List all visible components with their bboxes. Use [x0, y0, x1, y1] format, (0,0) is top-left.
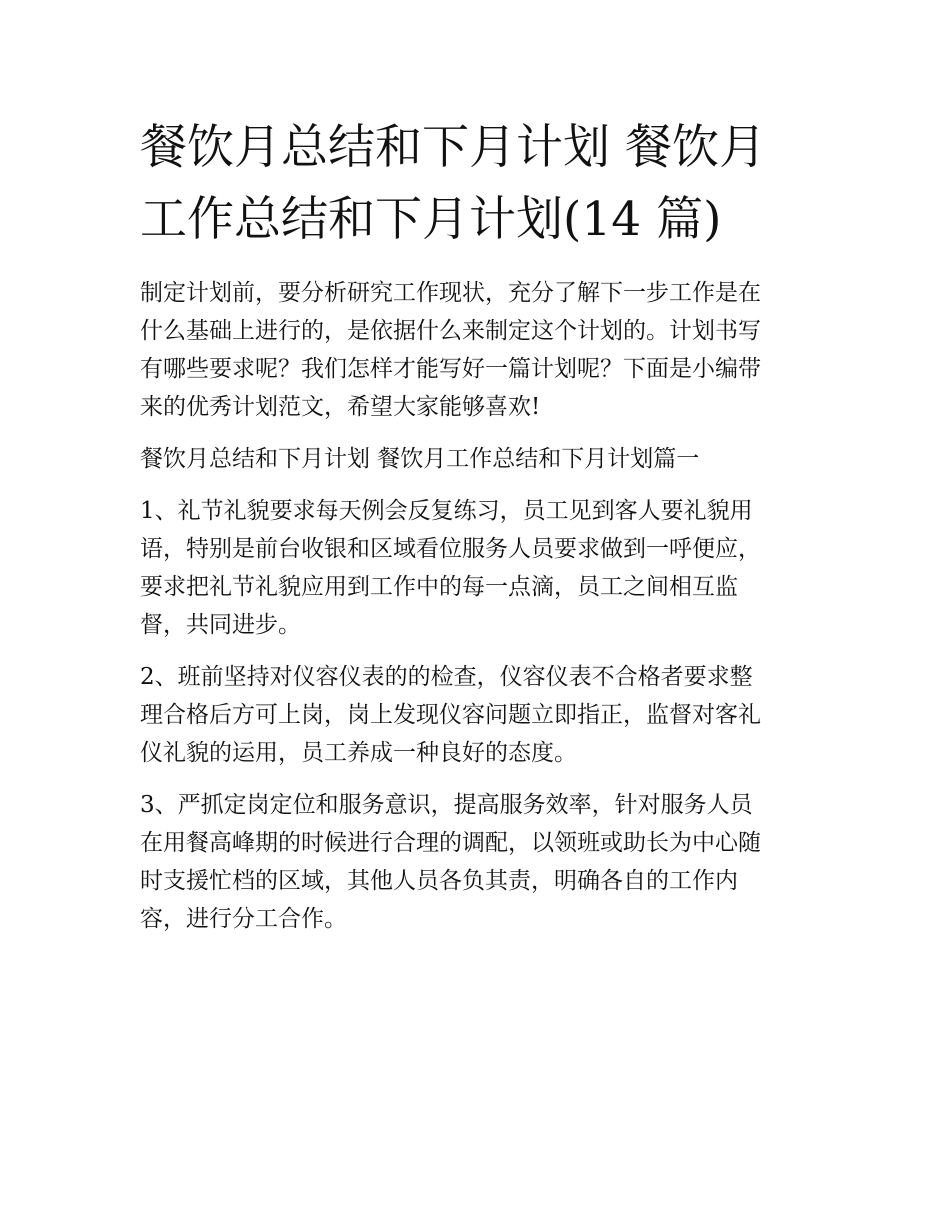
document-title-line-1: 餐饮月总结和下月计划 餐饮月 [140, 120, 766, 175]
list-item-line: 容，进行分工合作。 [140, 906, 347, 932]
list-item-line: 3、严抓定岗定位和服务意识，提高服务效率，针对服务人员 [140, 792, 753, 818]
intro-line: 有哪些要求呢？我们怎样才能写好一篇计划呢？下面是小编带 [140, 356, 761, 382]
list-item-line: 仪礼貌的运用，员工养成一种良好的态度。 [140, 740, 577, 766]
document-title-line-2: 工作总结和下月计划(14 篇) [140, 192, 722, 247]
list-item-line: 要求把礼节礼貌应用到工作中的每一点滴，员工之间相互监 [140, 574, 738, 600]
list-item-line: 2、班前坚持对仪容仪表的的检查，仪容仪表不合格者要求整 [140, 664, 753, 690]
section-heading [140, 440, 812, 478]
list-item-3 [140, 786, 812, 938]
list-item-line: 理合格后方可上岗，岗上发现仪容问题立即指正，监督对客礼 [140, 702, 761, 728]
intro-line: 制定计划前，要分析研究工作现状，充分了解下一步工作是在 [140, 280, 761, 306]
list-item-line: 在用餐高峰期的时候进行合理的调配，以领班或助长为中心随 [140, 830, 761, 856]
intro-paragraph [140, 274, 812, 426]
section-heading-text: 餐饮月总结和下月计划 餐饮月工作总结和下月计划篇一 [140, 446, 700, 472]
list-item-line: 督，共同进步。 [140, 612, 301, 638]
list-item-line: 1、礼节礼貌要求每天例会反复练习，员工见到客人要礼貌用 [140, 498, 753, 524]
list-item-1 [140, 492, 812, 644]
document-title [140, 112, 812, 256]
document-page [140, 112, 812, 938]
intro-line: 来的优秀计划范文，希望大家能够喜欢! [140, 394, 541, 420]
list-item-line: 语，特别是前台收银和区域看位服务人员要求做到一呼便应， [140, 536, 761, 562]
intro-line: 什么基础上进行的，是依据什么来制定这个计划的。计划书写 [140, 318, 761, 344]
list-item-line: 时支援忙档的区域，其他人员各负其责，明确各自的工作内 [140, 868, 738, 894]
list-item-2 [140, 658, 812, 772]
